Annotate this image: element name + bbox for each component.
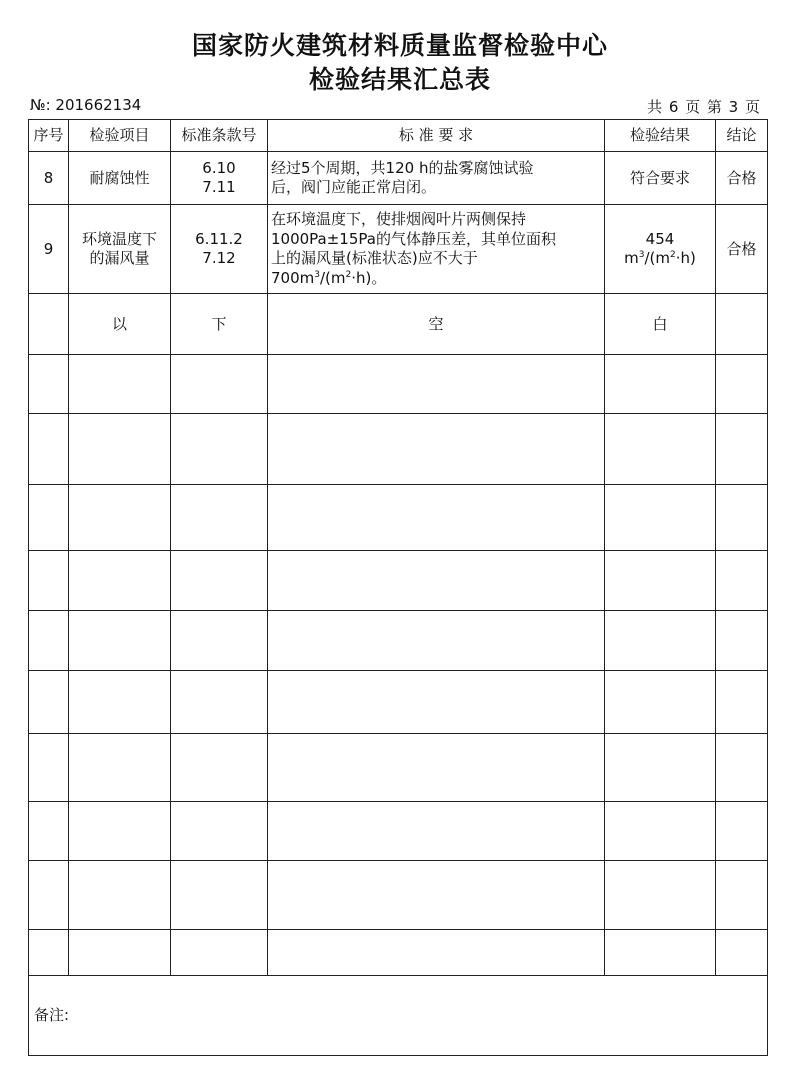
page-info: 共 6 页 第 3 页 — [647, 98, 760, 116]
unit-text: m — [624, 249, 639, 267]
document-number: №: 201662134 — [30, 96, 142, 114]
empty-cell — [29, 294, 69, 355]
requirement-line: 上的漏风量(标准状态)应不大于 — [271, 249, 478, 267]
clause-line: 7.11 — [202, 178, 236, 196]
column-header-conclusion: 结论 — [716, 120, 768, 152]
remarks-label: 备注: — [29, 976, 768, 1056]
table-header-row — [29, 120, 768, 152]
clause-line: 6.11.2 — [195, 230, 243, 249]
empty-row — [29, 485, 768, 551]
blank-marker: 以 — [69, 294, 171, 355]
row-requirement — [268, 152, 605, 205]
result-value: 454 — [645, 230, 675, 249]
requirement-line: 经过5个周期，共120 h的盐雾腐蚀试验 — [271, 158, 534, 177]
column-header-item: 检验项目 — [69, 120, 171, 152]
row-conclusion: 合格 — [716, 205, 768, 294]
requirement-text: 700m — [271, 268, 315, 287]
requirement-text: /(m — [319, 268, 346, 287]
row-no: 8 — [29, 152, 69, 205]
superscript: 2 — [345, 269, 352, 280]
superscript: 2 — [670, 250, 676, 260]
empty-row — [29, 551, 768, 611]
superscript: 3 — [638, 250, 645, 260]
empty-row — [29, 671, 768, 734]
item-line: 环境温度下 — [81, 230, 157, 249]
column-header-clause: 标准条款号 — [171, 120, 268, 152]
result-unit — [607, 249, 713, 268]
row-result — [605, 205, 716, 294]
document-subtitle: 检验结果汇总表 — [308, 65, 491, 94]
empty-row — [29, 861, 768, 930]
superscript: 3 — [314, 269, 320, 280]
document-title: 国家防火建筑材料质量监督检验中心 — [191, 31, 608, 60]
row-no: 9 — [29, 205, 69, 294]
row-clause — [171, 205, 268, 294]
clause-line: 6.10 — [202, 159, 236, 178]
column-header-requirement: 标 准 要 求 — [268, 120, 605, 152]
requirement-line: 1000Pa±15Pa的气体静压差，其单位面积 — [271, 229, 556, 248]
row-clause — [171, 152, 268, 205]
requirement-line: 后，阀门应能正常启闭。 — [271, 178, 437, 196]
empty-row — [29, 734, 768, 802]
blank-marker-row — [29, 294, 768, 355]
requirement-line — [271, 269, 602, 289]
remarks-row — [29, 976, 768, 1056]
column-header-result: 检验结果 — [605, 120, 716, 152]
blank-marker: 白 — [605, 294, 716, 355]
requirement-line: 在环境温度下，使排烟阀叶片两侧保持 — [271, 210, 527, 228]
unit-text: /(m — [644, 249, 670, 267]
empty-row — [29, 611, 768, 671]
row-conclusion: 合格 — [716, 152, 768, 205]
row-item: 耐腐蚀性 — [69, 152, 171, 205]
table-row — [29, 152, 768, 205]
unit-text: ·h) — [675, 249, 696, 267]
blank-marker: 空 — [268, 294, 605, 355]
row-result: 符合要求 — [605, 152, 716, 205]
row-requirement — [268, 205, 605, 294]
table-row — [29, 205, 768, 294]
item-line: 的漏风量 — [89, 249, 150, 267]
empty-row — [29, 355, 768, 414]
blank-marker: 下 — [171, 294, 268, 355]
empty-cell — [716, 294, 768, 355]
empty-row — [29, 930, 768, 976]
column-header-no: 序号 — [29, 120, 69, 152]
empty-row — [29, 802, 768, 861]
row-item — [69, 205, 171, 294]
results-table — [28, 119, 768, 1056]
clause-line: 7.12 — [202, 249, 236, 267]
requirement-text: ·h)。 — [351, 268, 387, 287]
empty-row — [29, 414, 768, 485]
